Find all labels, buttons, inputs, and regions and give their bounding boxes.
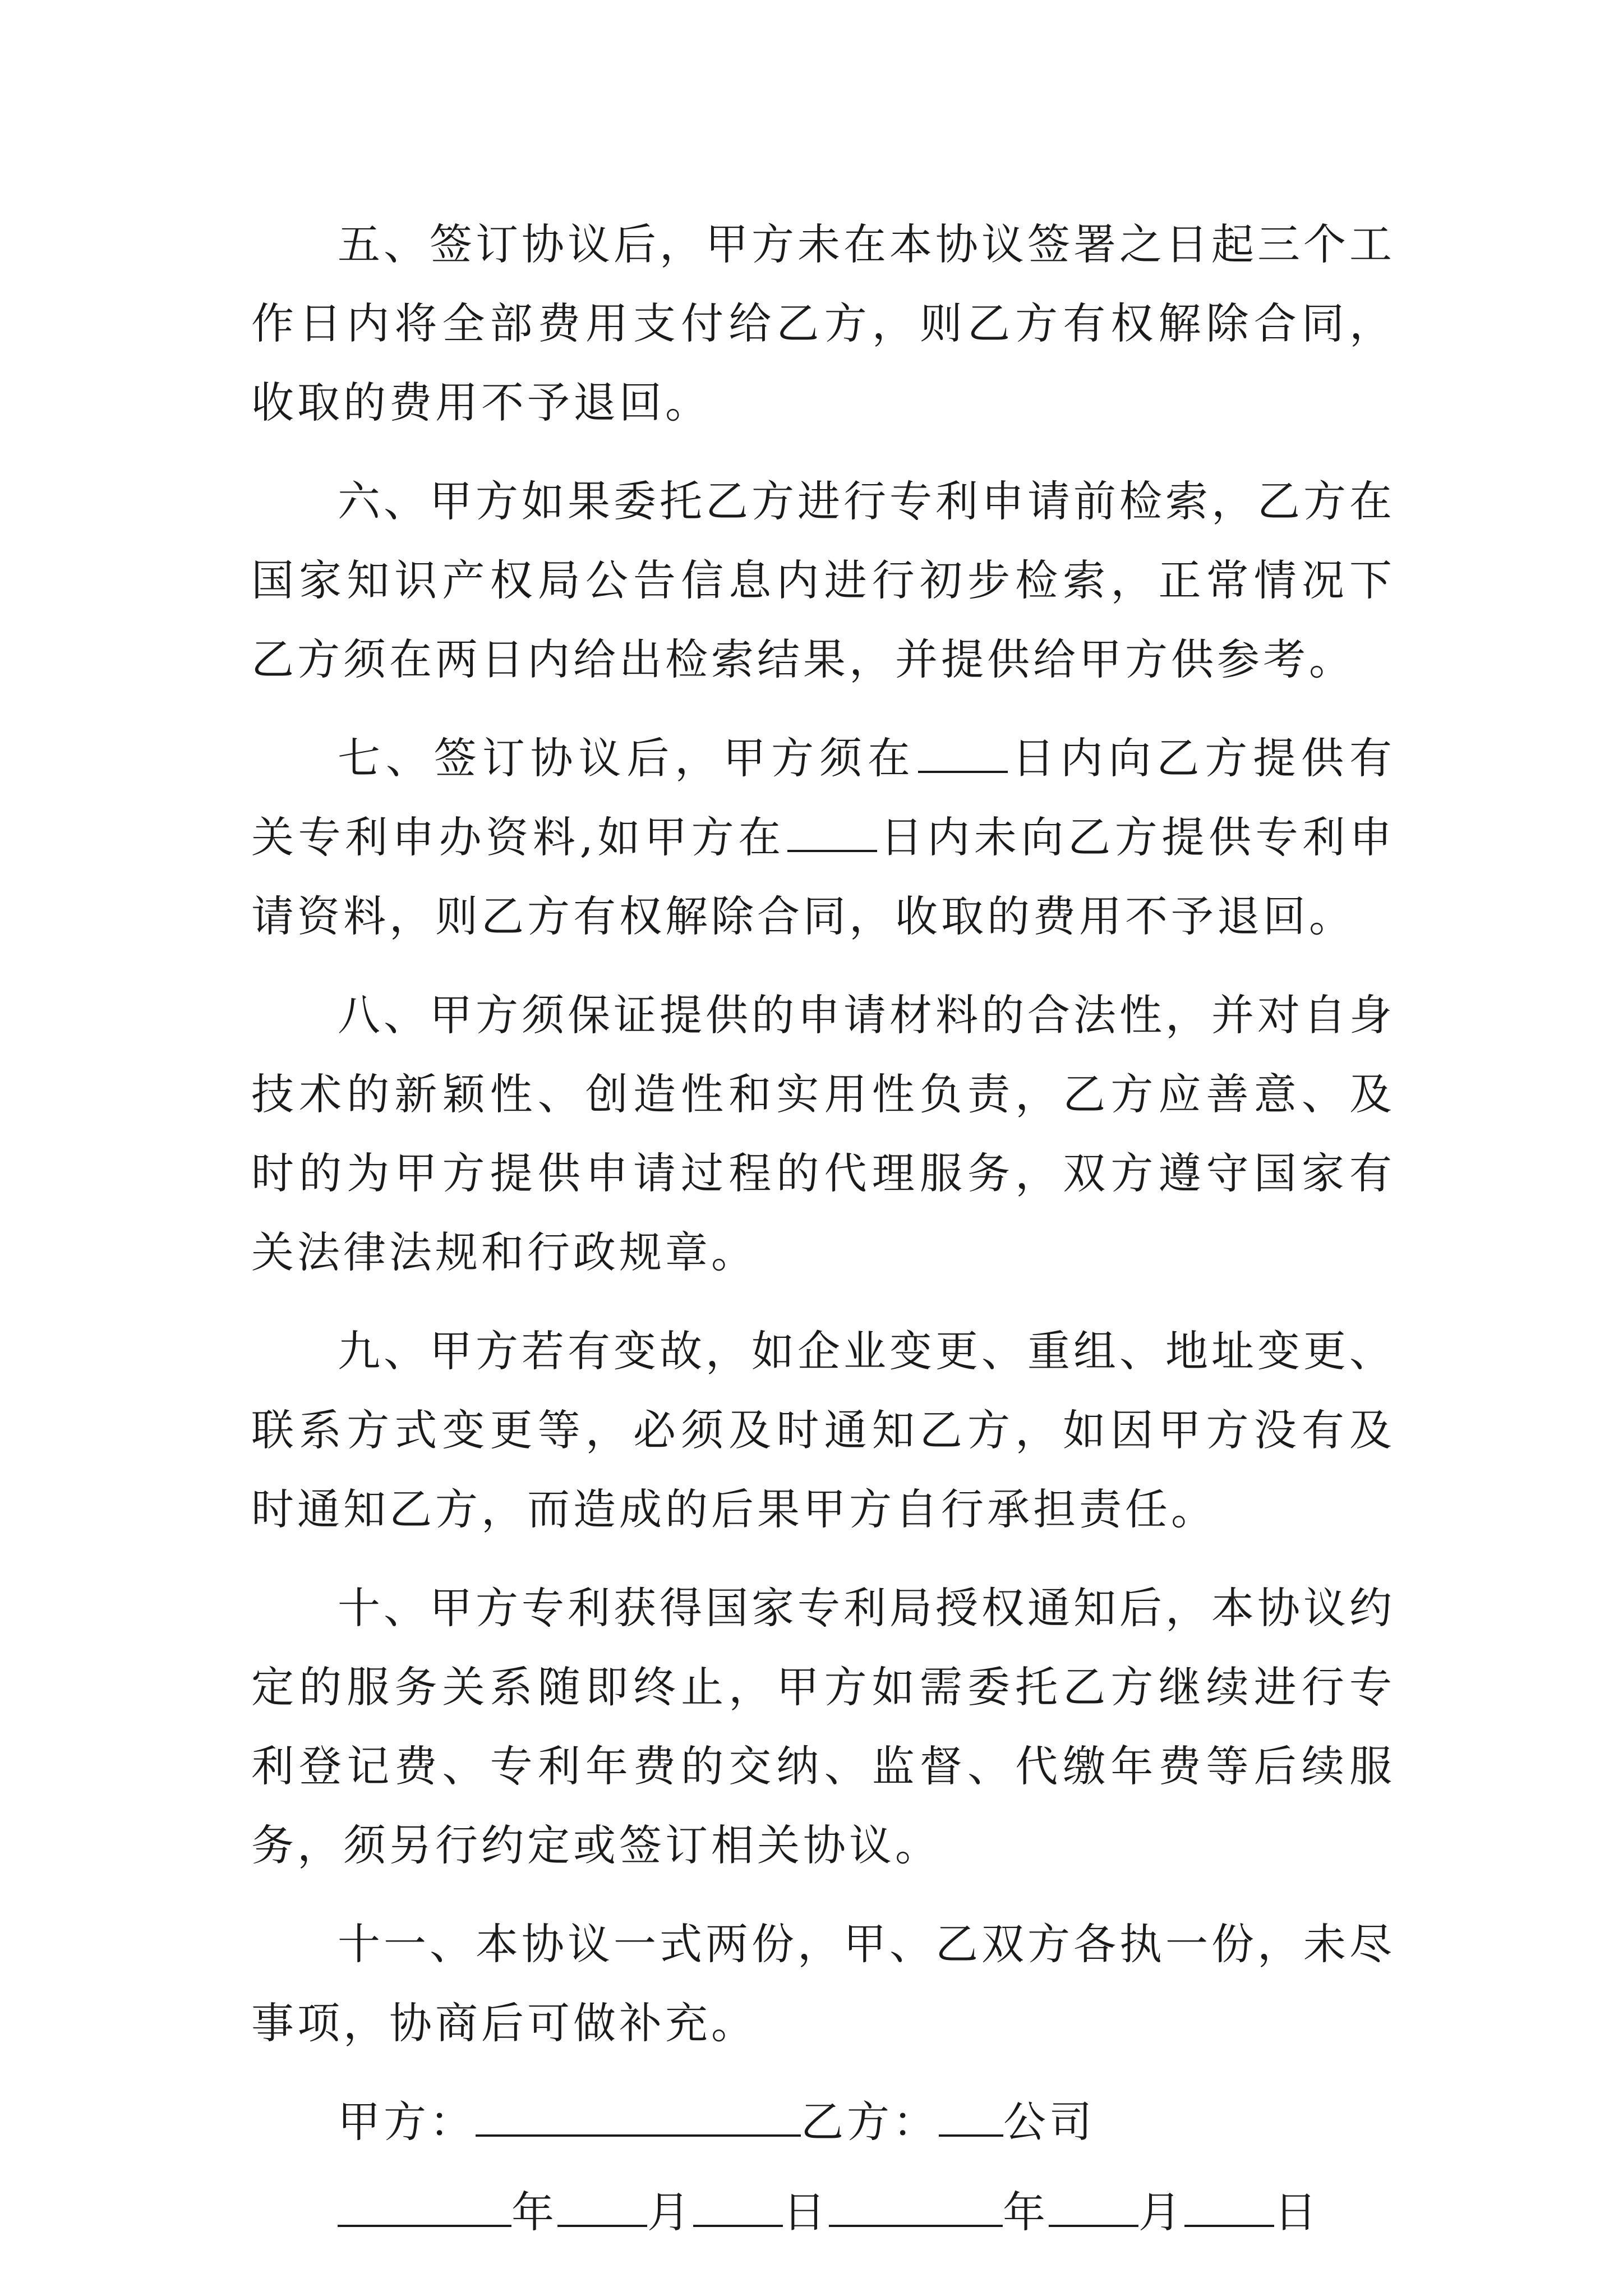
signature-parties-line — [338, 2082, 1395, 2161]
party-a-signature-blank — [476, 2097, 801, 2137]
party-b-day-blank — [1184, 2188, 1274, 2227]
party-b-company-blank — [939, 2097, 1003, 2137]
party-b-year-label: 年 — [1003, 2187, 1049, 2237]
party-b-label: 乙方： — [801, 2097, 939, 2147]
clause-6: 六、甲方如果委托乙方进行专利申请前检索，乙方在国家知识产权局公告信息内进行初步检索，正常情况下乙方须在两日内给出检索结果，并提供给甲方供参考。 — [251, 476, 1395, 684]
clause-7-part-c: 日内未向乙方提供专利申请资料，则乙方有权解除合同，收取的费用不予退回。 — [251, 812, 1395, 941]
clause-7 — [251, 719, 1395, 956]
days-blank-1 — [918, 734, 1008, 773]
party-b-year-blank — [829, 2188, 1003, 2227]
clause-10: 十、甲方专利获得国家专利局授权通知后，本协议约定的服务关系随即终止，甲方如需委托乙方继续进行专利登记费、专利年费的交纳、监督、代缴年费等后续服务，须另行约定或签订相关协议。 — [251, 1583, 1395, 1870]
party-a-year-label: 年 — [511, 2187, 557, 2237]
company-suffix: 公司 — [1003, 2097, 1095, 2147]
clause-7-part-a: 七、签订协议后，甲方须在 — [338, 733, 916, 783]
clause-11: 十一、本协议一式两份，甲、乙双方各执一份，未尽事项，协商后可做补充。 — [251, 1919, 1395, 2048]
party-a-month-blank — [557, 2188, 647, 2227]
document-page — [251, 205, 1395, 2263]
party-b-day-label: 日 — [1274, 2187, 1320, 2237]
clause-5: 五、签订协议后，甲方未在本协议签署之日起三个工作日内将全部费用支付给乙方，则乙方有权解除合同，收取的费用不予退回。 — [251, 219, 1395, 427]
party-a-day-blank — [693, 2188, 783, 2227]
party-a-day-label: 日 — [783, 2187, 829, 2237]
signature-date-line — [338, 2173, 1395, 2252]
party-b-month-label: 月 — [1138, 2187, 1184, 2237]
clause-8: 八、甲方须保证提供的申请材料的合法性，并对自身技术的新颖性、创造性和实用性负责，乙方应善意、及时的为甲方提供申请过程的代理服务，双方遵守国家有关法律法规和行政规章。 — [251, 990, 1395, 1277]
party-a-label: 甲方： — [338, 2097, 476, 2147]
party-a-year-blank — [338, 2188, 511, 2227]
clause-9: 九、甲方若有变故，如企业变更、重组、地址变更、联系方式变更等，必须及时通知乙方，如因甲方没有及时通知乙方，而造成的后果甲方自行承担责任。 — [251, 1326, 1395, 1534]
clause-7-part-b: 日内向乙方提供有关专利申办资料,如甲方在 — [251, 733, 1396, 862]
days-blank-2 — [787, 813, 877, 852]
party-b-month-blank — [1049, 2188, 1138, 2227]
party-a-month-label: 月 — [647, 2187, 693, 2237]
